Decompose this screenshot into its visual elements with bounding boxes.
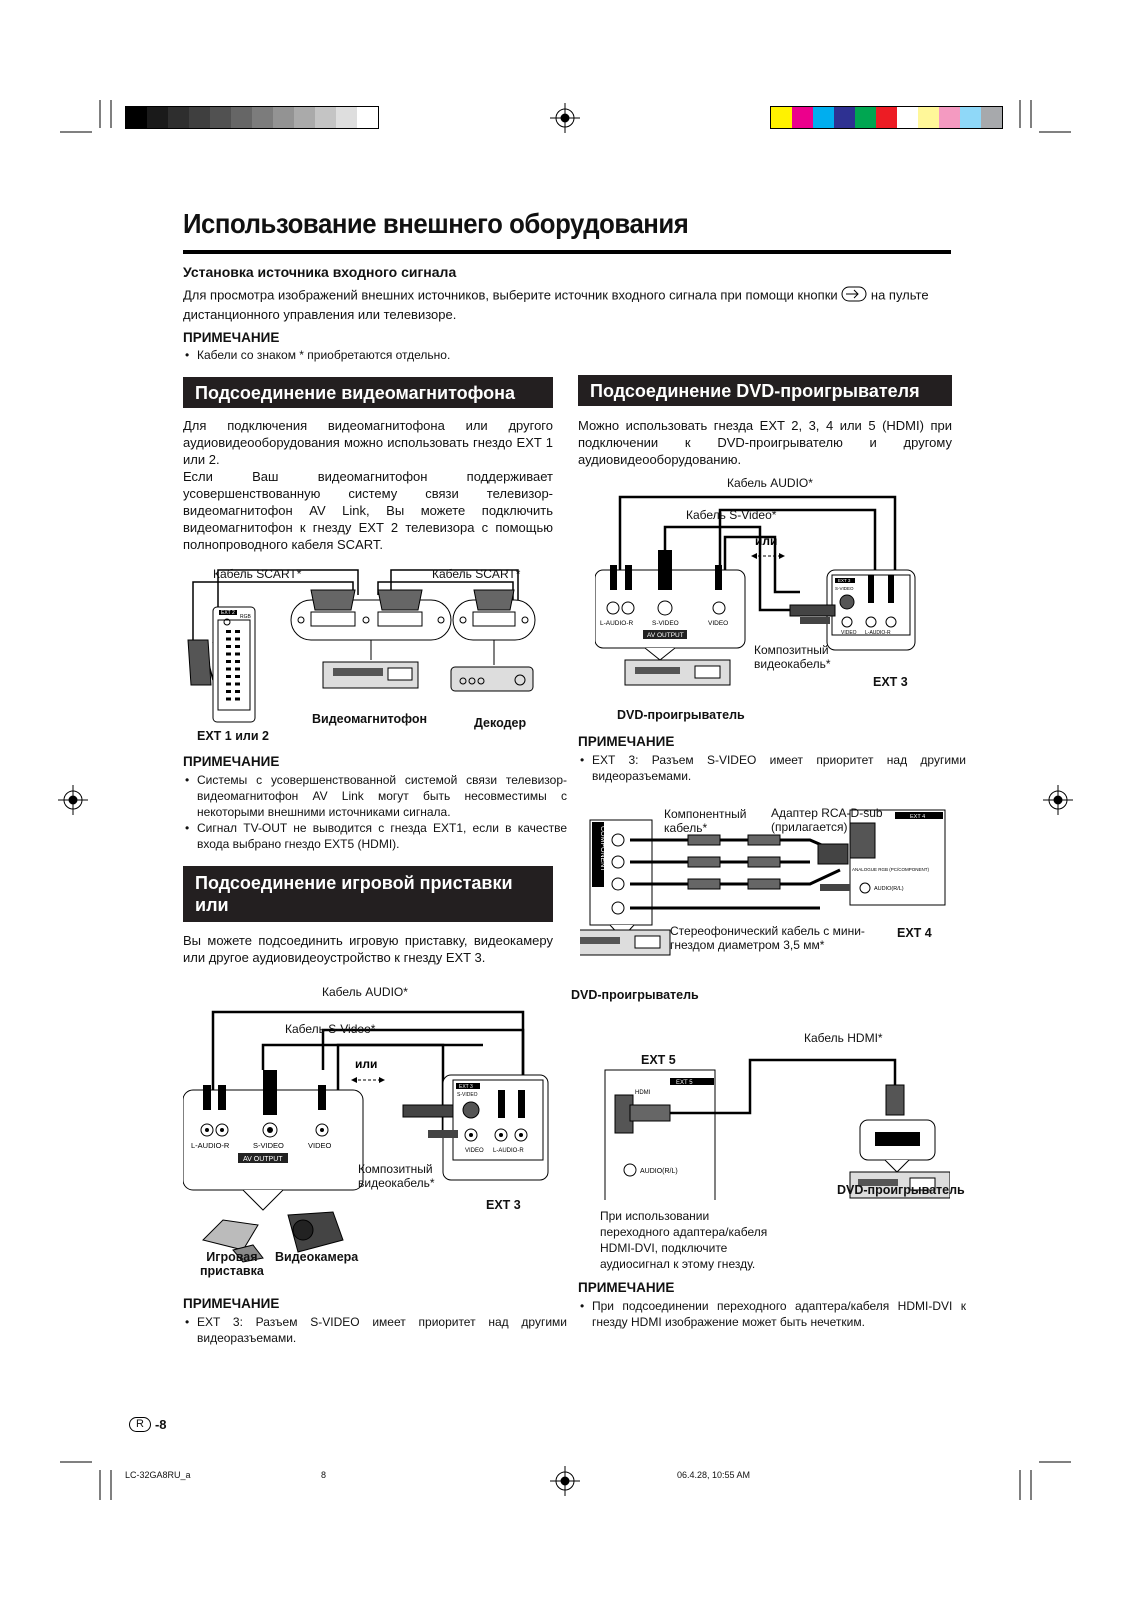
scart-pin xyxy=(235,675,240,678)
game-svideo: S-VIDEO xyxy=(253,1141,284,1150)
scart-pin xyxy=(226,653,231,656)
grayscale-strip xyxy=(125,106,379,129)
dvi-line4: аудиосигнал к этому гнезду. xyxy=(600,1257,756,1271)
dvi-line1: При использовании xyxy=(600,1209,710,1223)
vcr-text2: Если Ваш видеомагнитофон поддерживает усовершенствованную систему связи телевизор-видеомагнитофон AV Link, Вы можете подключить видеомагнитофон к гнезду EXT 2 телевизора с помощью полнопроводного кабеля SCART. xyxy=(183,469,553,552)
vcr-text1: Для подключения видеомагнитофона или другого аудиовидеооборудования можно использовать гнездо EXT 1 или 2. xyxy=(183,418,553,467)
scart-pin xyxy=(235,645,240,648)
camcorder-label: Видеокамера xyxy=(275,1250,359,1264)
game-cable-svideo: Кабель S-Video* xyxy=(285,1022,376,1036)
scart-pin xyxy=(235,690,240,693)
color-swatch xyxy=(771,107,792,128)
component-tag: COMPONENT xyxy=(599,826,606,872)
game-ext3-laudio: L-AUDIO-R xyxy=(493,1148,524,1154)
stereo-cable-label xyxy=(670,924,865,952)
dvd-cable-svideo: Кабель S-Video* xyxy=(686,508,777,522)
note-heading-general: ПРИМЕЧАНИЕ xyxy=(183,330,280,345)
dvd-composite xyxy=(754,643,831,671)
stereo-line1: Стереофонический кабель с мини- xyxy=(670,924,865,938)
region-badge: R xyxy=(129,1417,151,1432)
dvd-ext5-diagram xyxy=(600,1030,950,1200)
scart-pin xyxy=(226,645,231,648)
registration-mark-left xyxy=(58,785,88,815)
section-title: Установка источника входного сигнала xyxy=(183,264,457,280)
scart-pin xyxy=(235,638,240,641)
scart-pin xyxy=(226,690,231,693)
dvd-ext3-label: EXT 3 xyxy=(873,675,908,689)
game-note-list xyxy=(183,1314,567,1346)
color-strip xyxy=(770,106,1003,129)
color-swatch xyxy=(876,107,897,128)
decoder-device-label: Декодер xyxy=(474,716,527,730)
footer-model: LC-32GA8RU_a xyxy=(125,1470,191,1480)
dvd-note-1: • EXT 3: Разъем S-VIDEO имеет приоритет над другими видеоразъемами. xyxy=(592,752,966,784)
game-heading-line1: Подсоединение игровой приставки или xyxy=(195,873,513,915)
dvd-heading: Подсоединение DVD-проигрывателя xyxy=(578,375,952,406)
input-source-icon xyxy=(841,286,867,306)
dvd-or: или xyxy=(755,534,778,548)
registration-mark-bottom xyxy=(550,1466,580,1496)
color-swatch xyxy=(231,107,252,128)
dvd-note2-list xyxy=(578,1298,966,1330)
ext4-audio-rl: AUDIO(R/L) xyxy=(874,886,904,892)
game-note-1: • EXT 3: Разъем S-VIDEO имеет приоритет над другими видеоразъемами. xyxy=(197,1314,567,1346)
game-composite xyxy=(358,1162,435,1190)
dvd-note2-1: • При подсоединении переходного адаптера/кабеля HDMI-DVI к гнезду HDMI изображение может быть нечетким. xyxy=(592,1298,966,1330)
game-or: или xyxy=(355,1057,378,1071)
game-note-heading: ПРИМЕЧАНИЕ xyxy=(183,1296,280,1311)
game-ext3-svideo: S-VIDEO xyxy=(457,1092,478,1098)
ext5-tag: EXT 5 xyxy=(676,1080,693,1086)
scart-pin xyxy=(235,630,240,633)
game-heading xyxy=(183,866,553,937)
color-swatch xyxy=(981,107,1002,128)
title-rule xyxy=(183,250,951,254)
note-list-general xyxy=(183,347,597,363)
footer-stamp: 06.4.28, 10:55 AM xyxy=(677,1470,751,1480)
hdmi-cable-label: Кабель HDMI* xyxy=(804,1031,883,1045)
component-line2: кабель* xyxy=(664,821,708,835)
ext5-label: EXT 5 xyxy=(641,1053,676,1067)
dvd-laudio: L-AUDIO-R xyxy=(600,620,634,627)
color-swatch xyxy=(126,107,147,128)
color-swatch xyxy=(813,107,834,128)
dvd-note-list xyxy=(578,752,966,784)
vcr-note-list xyxy=(183,772,567,852)
dvd-note-heading: ПРИМЕЧАНИЕ xyxy=(578,734,675,749)
game-ext3-label: EXT 3 xyxy=(486,1198,521,1212)
scart-pin xyxy=(235,653,240,656)
dvd-video: VIDEO xyxy=(708,620,729,627)
ext2-tag: EXT 2 xyxy=(221,610,235,616)
ext4-tag: EXT 4 xyxy=(910,814,926,820)
game-video: VIDEO xyxy=(308,1141,332,1150)
intro-part1: Для просмотра изображений внешних источников, выберите источник входного сигнала при помощи кнопки xyxy=(183,287,838,303)
dvd-ext3-tag: EXT 3 xyxy=(838,578,851,583)
dvd-note2-heading: ПРИМЕЧАНИЕ xyxy=(578,1280,675,1295)
intro-part2: на пульте дистанционного управления или телевизоре. xyxy=(183,287,929,322)
footer-sheet: 8 xyxy=(321,1470,327,1480)
hdmi-tag: HDMI xyxy=(635,1090,651,1096)
vcr-heading: Подсоединение видеомагнитофона xyxy=(183,377,553,408)
game-avoutput: AV OUTPUT xyxy=(243,1156,283,1163)
page-number xyxy=(129,1417,167,1432)
scart-pin xyxy=(226,660,231,663)
dvd-text: Можно использовать гнезда EXT 2, 3, 4 или 5 (HDMI) при подключении к DVD-проигрывателю и другому аудиовидеооборудованию. xyxy=(578,418,952,467)
scart-pin xyxy=(235,668,240,671)
intro-text xyxy=(183,286,953,323)
dvd-composite-line2: видеокабель* xyxy=(754,657,831,671)
dvd-svideo: S-VIDEO xyxy=(652,620,679,627)
console-label-line2: приставка xyxy=(200,1264,264,1278)
color-swatch xyxy=(855,107,876,128)
dvi-line2: переходного адаптера/кабеля xyxy=(600,1225,768,1239)
dvi-note xyxy=(600,1208,767,1272)
ext5-audio-rl: AUDIO(R/L) xyxy=(640,1168,678,1175)
game-laudio: L-AUDIO-R xyxy=(191,1141,230,1150)
vcr-cable1-label: Кабель SCART* xyxy=(213,567,302,581)
color-swatch xyxy=(189,107,210,128)
registration-mark-top xyxy=(550,103,580,133)
dvd-device-label-2: DVD-проигрыватель xyxy=(571,988,699,1002)
component-cable-label xyxy=(664,807,746,835)
dvd-device-label-3: DVD-проигрыватель xyxy=(837,1183,965,1197)
dvd-composite-line1: Композитный xyxy=(754,643,829,657)
scart-pin xyxy=(226,668,231,671)
color-swatch xyxy=(147,107,168,128)
color-swatch xyxy=(273,107,294,128)
vcr-note-1: • Системы с усовершенствованной системой связи телевизор-видеомагнитофон AV Link могут быть несовместимы с некоторыми внешними источниками сигнала. xyxy=(197,772,567,820)
color-swatch xyxy=(897,107,918,128)
component-line1: Компонентный xyxy=(664,807,747,821)
color-swatch xyxy=(336,107,357,128)
scart-pin xyxy=(226,638,231,641)
color-swatch xyxy=(252,107,273,128)
dvd-avoutput: AV OUTPUT xyxy=(647,632,684,639)
vcr-note-heading: ПРИМЕЧАНИЕ xyxy=(183,754,280,769)
dvi-line3: HDMI-DVI, подключите xyxy=(600,1241,728,1255)
game-ext3-video: VIDEO xyxy=(465,1148,484,1154)
page-num: -8 xyxy=(154,1417,167,1432)
scart-pin xyxy=(226,630,231,633)
dvd-device-label-1: DVD-проигрыватель xyxy=(617,708,745,722)
game-heading-line2: видеокамеры xyxy=(195,917,319,937)
console-label-line1: Игровая xyxy=(206,1250,258,1264)
color-swatch xyxy=(210,107,231,128)
console-label xyxy=(200,1250,264,1278)
dvd-ext3-svideo: S-VIDEO xyxy=(835,586,854,591)
dvd-cable-audio: Кабель AUDIO* xyxy=(727,476,813,490)
game-text: Вы можете подсоединить игровую приставку, видеокамеру или другое аудиовидеоустройство к гнезду EXT 3. xyxy=(183,933,553,965)
page-title: Использование внешнего оборудования xyxy=(183,208,689,239)
dvd-ext3-laudio: L-AUDIO-R xyxy=(865,630,891,636)
adapter-line1: Адаптер RCA-D-sub xyxy=(771,806,883,820)
game-composite-line2: видеокабель* xyxy=(358,1176,435,1190)
ext1-2-label: EXT 1 или 2 xyxy=(197,729,269,743)
color-swatch xyxy=(168,107,189,128)
stereo-line2: гнездом диаметром 3,5 мм* xyxy=(670,938,825,952)
note-item: • Кабели со знаком * приобретаются отдельно. xyxy=(197,347,597,363)
color-swatch xyxy=(918,107,939,128)
color-swatch xyxy=(792,107,813,128)
dvd-ext3-video: VIDEO xyxy=(841,630,857,636)
vcr-device-label: Видеомагнитофон xyxy=(312,712,428,726)
scart-pin xyxy=(235,660,240,663)
registration-mark-right xyxy=(1043,785,1073,815)
ext4-label: EXT 4 xyxy=(897,926,932,940)
scart-pin xyxy=(226,698,231,701)
game-cable-audio: Кабель AUDIO* xyxy=(322,985,408,999)
color-swatch xyxy=(357,107,378,128)
color-swatch xyxy=(939,107,960,128)
vcr-cable2-label: Кабель SCART* xyxy=(432,567,521,581)
scart-pin xyxy=(226,675,231,678)
analogue-rgb-tag: ANALOGUE RGB (PC/COMPONENT) xyxy=(852,867,930,872)
adapter-line2: (прилагается) xyxy=(771,820,848,834)
color-swatch xyxy=(315,107,336,128)
scart-pin xyxy=(226,683,231,686)
scart-pin xyxy=(235,683,240,686)
color-swatch xyxy=(294,107,315,128)
game-composite-line1: Композитный xyxy=(358,1162,433,1176)
color-swatch xyxy=(834,107,855,128)
color-swatch xyxy=(960,107,981,128)
rgb-tag: RGB xyxy=(240,614,251,620)
scart-pin xyxy=(235,698,240,701)
vcr-note-2: • Сигнал TV-OUT не выводится с гнезда EXT1, если в качестве входа выбрано гнездо EXT5 (HDMI). xyxy=(197,820,567,852)
adapter-label xyxy=(771,806,883,834)
game-ext3-tag: EXT 3 xyxy=(459,1084,473,1090)
